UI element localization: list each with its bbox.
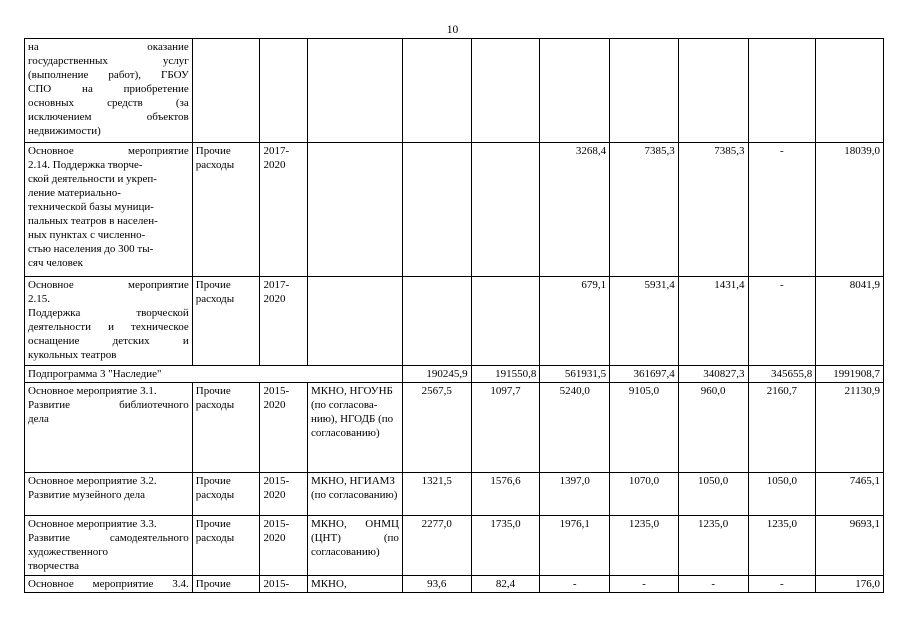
value-cell: 1235,0 (678, 516, 748, 576)
value-cell: 679,1 (540, 277, 610, 366)
value-cell (471, 277, 540, 366)
table-row (25, 143, 884, 277)
value-cell (540, 39, 610, 143)
value-cell: 1397,0 (540, 473, 610, 516)
value-cell: 1576,6 (471, 473, 540, 516)
expense-type-cell: Прочие расходы (192, 383, 260, 473)
executor-cell: МКНО, ОНМЦ (ЦНТ) (по согласованию) (307, 516, 402, 576)
measure-name-cell: на оказание государственных услуг (выполнение работ), ГБОУ СПО на приобретение основных средств (за исключением объектов недвижимости) (25, 39, 193, 143)
value-cell: 1235,0 (748, 516, 816, 576)
executor-cell: МКНО, (307, 576, 402, 593)
executor-cell (307, 143, 402, 277)
value-cell: 5240,0 (540, 383, 610, 473)
value-cell: 1321,5 (402, 473, 471, 516)
table-row (25, 516, 884, 576)
measure-name-cell: Основное мероприятие 3.2. Развитие музейного дела (25, 473, 193, 516)
executor-cell: МКНО, НГИАМЗ (по согласованию) (307, 473, 402, 516)
value-cell: 345655,8 (748, 366, 816, 383)
period-cell: 2017-2020 (260, 277, 307, 366)
value-cell: 9693,1 (816, 516, 884, 576)
measure-name-cell: Основное мероприятие 3.3. Развитие самодеятельного художественного творчества (25, 516, 193, 576)
value-cell: 190245,9 (402, 366, 471, 383)
value-cell: 5931,4 (610, 277, 679, 366)
value-cell: 1097,7 (471, 383, 540, 473)
expense-type-cell: Прочие (192, 576, 260, 593)
value-cell (678, 39, 748, 143)
measure-name-cell: Основное мероприятие 3.1. Развитие библиотечного дела (25, 383, 193, 473)
value-cell (402, 143, 471, 277)
value-cell: - (678, 576, 748, 593)
value-cell: 9105,0 (610, 383, 679, 473)
value-cell: 1235,0 (610, 516, 679, 576)
page-number: 10 (446, 24, 459, 36)
value-cell: 1976,1 (540, 516, 610, 576)
value-cell: 7385,3 (610, 143, 679, 277)
period-cell: 2015-2020 (260, 473, 307, 516)
value-cell (471, 143, 540, 277)
value-cell: 21130,9 (816, 383, 884, 473)
expense-type-cell: Прочие расходы (192, 277, 260, 366)
value-cell (610, 39, 679, 143)
value-cell: - (748, 576, 816, 593)
measure-name-cell: Основное мероприятие 3.4. (25, 576, 193, 593)
value-cell: 1431,4 (678, 277, 748, 366)
executor-cell (307, 277, 402, 366)
table-row (25, 383, 884, 473)
value-cell: 18039,0 (816, 143, 884, 277)
value-cell: 191550,8 (471, 366, 540, 383)
value-cell: 1050,0 (748, 473, 816, 516)
value-cell (816, 39, 884, 143)
subprogram-row (25, 366, 884, 383)
value-cell: 561931,5 (540, 366, 610, 383)
budget-table (24, 38, 884, 593)
value-cell: 176,0 (816, 576, 884, 593)
value-cell: - (748, 277, 816, 366)
value-cell: 3268,4 (540, 143, 610, 277)
value-cell: - (748, 143, 816, 277)
table-row (25, 576, 884, 593)
value-cell: - (610, 576, 679, 593)
period-cell (260, 39, 307, 143)
value-cell: 1735,0 (471, 516, 540, 576)
value-cell: 2567,5 (402, 383, 471, 473)
value-cell (402, 39, 471, 143)
period-cell: 2015- (260, 576, 307, 593)
executor-cell: МКНО, НГОУНБ (по согласова- нию), НГОДБ (по согласованию) (307, 383, 402, 473)
value-cell: 7465,1 (816, 473, 884, 516)
value-cell: 2277,0 (402, 516, 471, 576)
value-cell: 8041,9 (816, 277, 884, 366)
value-cell (471, 39, 540, 143)
value-cell (402, 277, 471, 366)
period-cell: 2015-2020 (260, 383, 307, 473)
measure-name-cell: Основное мероприятие 2.14. Поддержка творче- ской деятельности и укреп- ление материально- технической базы муници- пальных театров в населен- ных пунктах с численно- стью населения до 300 ты- сяч человек (25, 143, 193, 277)
value-cell: 93,6 (402, 576, 471, 593)
period-cell: 2015-2020 (260, 516, 307, 576)
value-cell: 82,4 (471, 576, 540, 593)
value-cell: - (540, 576, 610, 593)
expense-type-cell: Прочие расходы (192, 143, 260, 277)
subprogram-title: Подпрограмма 3 "Наследие" (25, 366, 403, 383)
period-cell: 2017-2020 (260, 143, 307, 277)
value-cell: 2160,7 (748, 383, 816, 473)
measure-name-cell: Основное мероприятие 2.15. Поддержка творческой деятельности и техническое оснащение детских и кукольных театров (25, 277, 193, 366)
value-cell: 7385,3 (678, 143, 748, 277)
value-cell: 340827,3 (678, 366, 748, 383)
value-cell (748, 39, 816, 143)
value-cell: 361697,4 (610, 366, 679, 383)
expense-type-cell: Прочие расходы (192, 473, 260, 516)
table-row (25, 473, 884, 516)
table-row (25, 277, 884, 366)
value-cell: 1991908,7 (816, 366, 884, 383)
table-row (25, 39, 884, 143)
executor-cell (307, 39, 402, 143)
expense-type-cell (192, 39, 260, 143)
expense-type-cell: Прочие расходы (192, 516, 260, 576)
value-cell: 960,0 (678, 383, 748, 473)
value-cell: 1070,0 (610, 473, 679, 516)
value-cell: 1050,0 (678, 473, 748, 516)
